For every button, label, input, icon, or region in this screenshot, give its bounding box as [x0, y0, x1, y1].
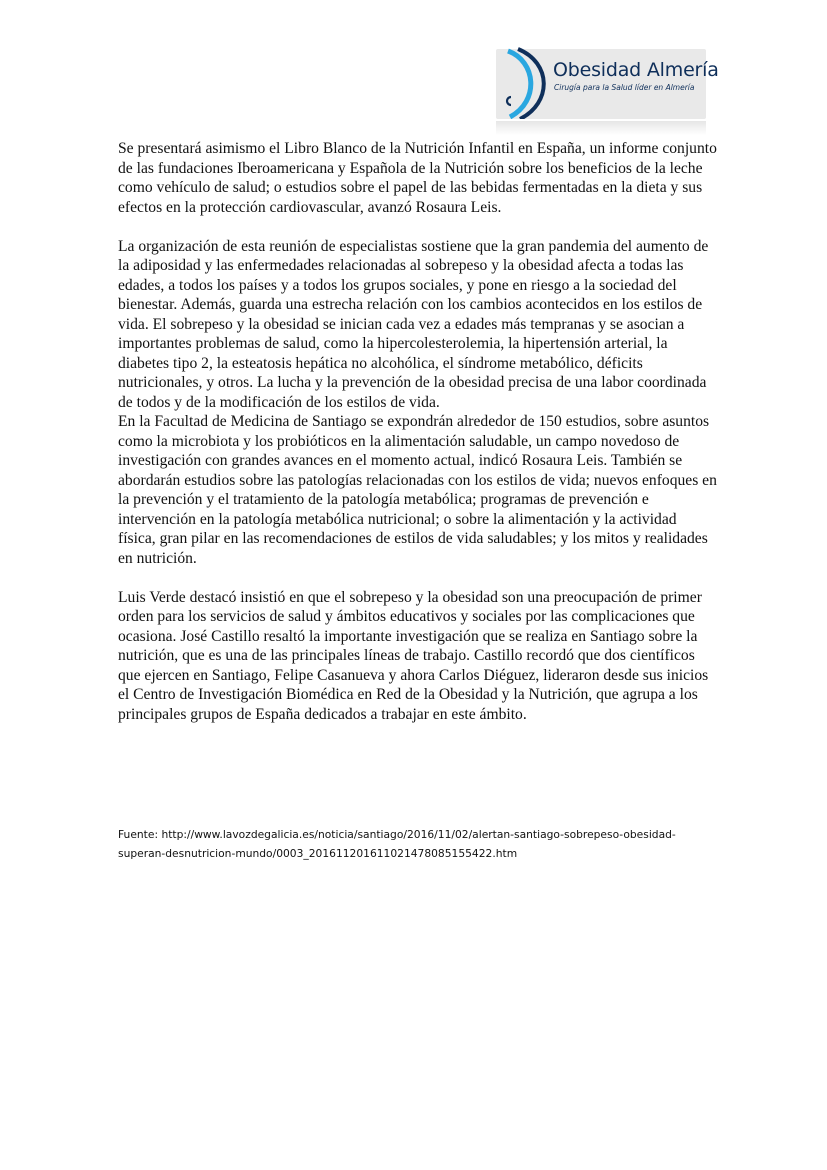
obesidad-almeria-logo — [496, 47, 719, 137]
paragraph-gap — [118, 217, 718, 237]
paragraph-luis-verde: Luis Verde destacó insistió en que el sobrepeso y la obesidad son una preocupación de primer orden para los servicios de salud y ámbitos educativos y sociales por las complicaciones que ocasiona. José Castillo resaltó la importante investigación que se realiza en Santiago sobre la nutrición, que es una de las principales líneas de trabajo. Castillo recordó que dos científicos que ejercen en Santiago, Felipe Casanueva y ahora Carlos Diéguez, lideraron desde sus inicios el Centro de Investigación Biomédica en Red de la Obesidad y la Nutrición, que agrupa a los principales grupos de España dedicados a trabajar en este ámbito. — [118, 588, 709, 723]
paragraph-libro-blanco: Se presentará asimismo el Libro Blanco de la Nutrición Infantil en España, un informe conjunto de las fundaciones Iberoamericana y Española de la Nutrición sobre los beneficios de la leche como vehículo de salud; o estudios sobre el papel de las bebidas fermentadas en la dieta y sus efectos en la protección cardiovascular, avanzó Rosaura Leis. — [118, 140, 717, 216]
paragraph-gap — [118, 568, 718, 588]
logo-reflection — [496, 121, 706, 135]
logo-name: Obesidad Almería — [553, 59, 719, 81]
article-body — [118, 139, 718, 724]
paragraph-pandemia: La organización de esta reunión de especialistas sostiene que la gran pandemia del aumento de la adiposidad y las enfermedades relacionadas al sobrepeso y la obesidad afecta a todas las edades, a todos los países y a todos los grupos sociales, y pone en riesgo a la sociedad del bienestar. Además, guarda una estrecha relación con los cambios acontecidos en los estilos de vida. El sobrepeso y la obesidad se inician cada vez a edades más tempranas y se asocian a importantes problemas de salud, como la hipercolesterolemia, la hipertensión arterial, la diabetes tipo 2, la esteatosis hepática no alcohólica, el síndrome metabólico, déficits nutricionales, y otros. La lucha y la prevención de la obesidad precisa de una labor coordinada de todos y de la modificación de los estilos de vida. — [118, 237, 709, 411]
logo-tagline: Cirugía para la Salud líder en Almería — [554, 83, 695, 92]
logo-arcs-icon — [500, 47, 552, 119]
paragraph-facultad: En la Facultad de Medicina de Santiago se expondrán alrededor de 150 estudios, sobre asuntos como la microbiota y los probióticos en la alimentación saludable, un campo novedoso de investigación con grandes avances en el momento actual, indicó Rosaura Leis. También se abordarán estudios sobre las patologías relacionadas con los estilos de vida; nuevos enfoques en la prevención y el tratamiento de la patología metabólica; programas de prevención e intervención en la patología metabólica nutricional; o sobre la alimentación y la actividad física, gran pilar en las recomendaciones de estilos de vida saludables; y los mitos y realidades en nutrición. — [118, 413, 717, 567]
source-citation: Fuente: http://www.lavozdegalicia.es/noticia/santiago/2016/11/02/alertan-santiago-sobrepeso-obesidad-superan-desnutricion-mundo/0003_201611201611021478085155422.htm — [118, 828, 676, 860]
